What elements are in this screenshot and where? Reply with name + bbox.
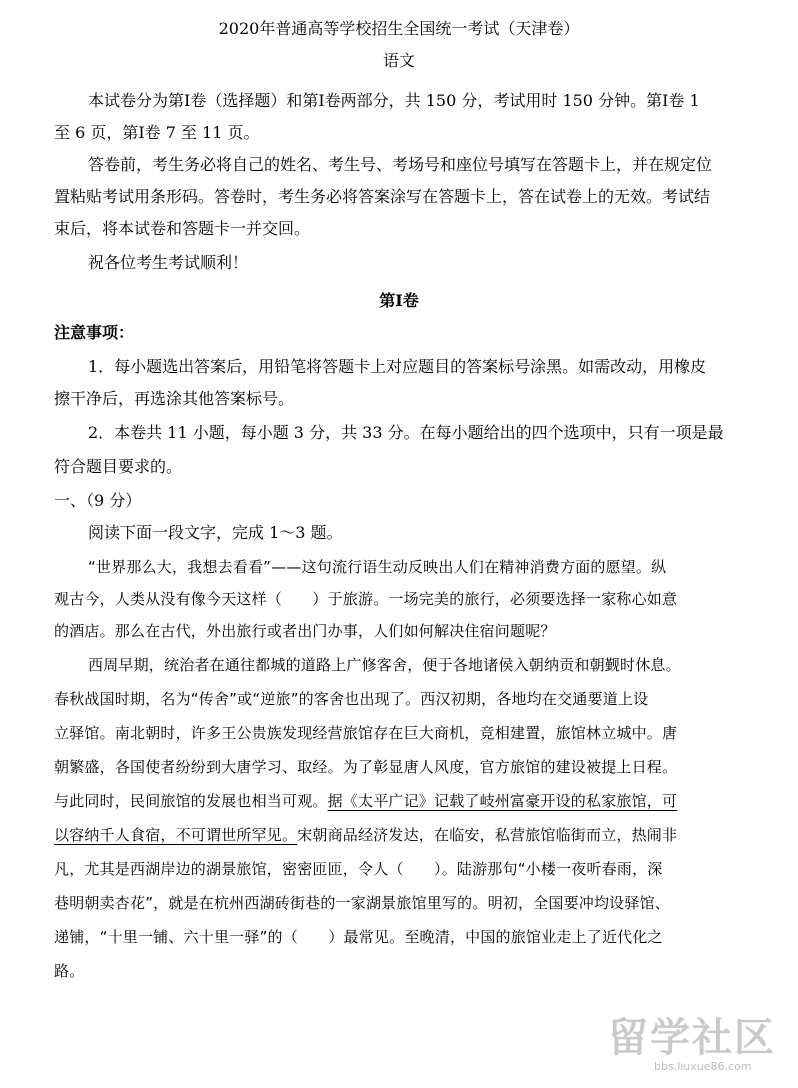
notice-line: 擦干净后，再选涂其他答案标号。 bbox=[54, 389, 295, 408]
passage-line: 观古今，人类从没有像今天这样（ ）于旅游。一场完美的旅行，必须要选择一家称心如意 bbox=[54, 590, 678, 608]
intro-line: 祝各位考生考试顺利！ bbox=[88, 253, 249, 272]
passage-line: 立驿馆。南北朝时，许多王公贵族发现经营旅馆存在巨大商机，竞相建置，旅馆林立城中。唐 bbox=[54, 724, 678, 742]
part-heading: 一、（9 分） bbox=[54, 491, 142, 510]
intro-line: 置粘贴考试用条形码。答卷时，考生务必将答案涂写在答题卡上，答在试卷上的无效。考试结 bbox=[54, 187, 711, 206]
passage-line: 凡，尤其是西湖岸边的湖景旅馆，密密匝匝，令人（ ）。陆游那句“小楼一夜听春雨，深 bbox=[54, 860, 663, 878]
underlined-sentence: 以容纳千人食宿，不可谓世所罕见。 bbox=[54, 826, 298, 844]
passage-line: 路。 bbox=[54, 962, 85, 980]
passage-line: 春秋战国时期，名为“传舍”或“逆旅”的客舍也出现了。西汉初期，各地均在交通要道上设 bbox=[54, 690, 649, 708]
passage-line: 巷明朝卖杏花”，就是在杭州西湖砖街巷的一家湖景旅馆里写的。明初，全国要冲均设驿馆、 bbox=[54, 894, 670, 912]
passage-line: 朝繁盛，各国使者纷纷到大唐学习、取经。为了彰显唐人风度，官方旅馆的建设被提上日程。 bbox=[54, 758, 678, 776]
intro-line: 束后，将本试卷和答题卡一并交回。 bbox=[54, 219, 311, 238]
notice-line: 符合题目要求的。 bbox=[54, 457, 183, 476]
watermark-url: bbs.liuxue86.com bbox=[654, 1060, 752, 1073]
passage-line bbox=[54, 824, 677, 846]
part-instruction: 阅读下面一段文字，完成 1～3 题。 bbox=[88, 523, 343, 542]
intro-line: 本试卷分为第Ⅰ卷（选择题）和第Ⅰ卷两部分，共 150 分，考试用时 150 分钟。第Ⅰ卷 1 bbox=[88, 91, 700, 110]
intro-line: 答卷前，考生务必将自己的姓名、考生号、考场号和座位号填写在答题卡上，并在规定位 bbox=[88, 155, 713, 174]
passage-line: “世界那么大，我想去看看”——这句流行语生动反映出人们在精神消费方面的愿望。纵 bbox=[88, 558, 667, 576]
intro-line: 至 6 页，第Ⅰ卷 7 至 11 页。 bbox=[54, 123, 260, 142]
passage-line: 西周早期，统治者在通往都城的道路上广修客舍，便于各地诸侯入朝纳贡和朝觐时休息。 bbox=[88, 656, 681, 674]
notice-line: 1．每小题选出答案后，用铅笔将答题卡上对应题目的答案标号涂黑。如需改动，用橡皮 bbox=[88, 357, 707, 376]
exam-title: 2020年普通高等学校招生全国统一考试（天津卷） bbox=[218, 19, 580, 38]
passage-line: 递铺，“十里一铺、六十里一驿”的（ ）最常见。至晚清，中国的旅馆业走上了近代化之 bbox=[54, 928, 663, 946]
site-watermark bbox=[608, 1016, 788, 1078]
passage-line bbox=[54, 790, 677, 812]
underlined-sentence: 据《太平广记》记载了岐州富豪开设的私家旅馆，可 bbox=[327, 792, 678, 810]
passage-text: 与此同时，民间旅馆的发展也相当可观。 bbox=[54, 792, 328, 810]
subject-title: 语文 bbox=[382, 51, 415, 70]
watermark-logo: 留学社区 bbox=[608, 1015, 776, 1061]
notice-line: 2．本卷共 11 小题，每小题 3 分，共 33 分。在每小题给出的四个选项中，只有一项是最 bbox=[88, 423, 724, 442]
passage-text: 宋朝商品经济发达，在临安，私营旅馆临街而立，热闹非 bbox=[297, 826, 678, 844]
section-title: 第Ⅰ卷 bbox=[379, 291, 419, 310]
passage-line: 的酒店。那么在古代，外出旅行或者出门办事，人们如何解决住宿问题呢？ bbox=[54, 622, 556, 640]
notice-heading: 注意事项： bbox=[54, 323, 135, 342]
